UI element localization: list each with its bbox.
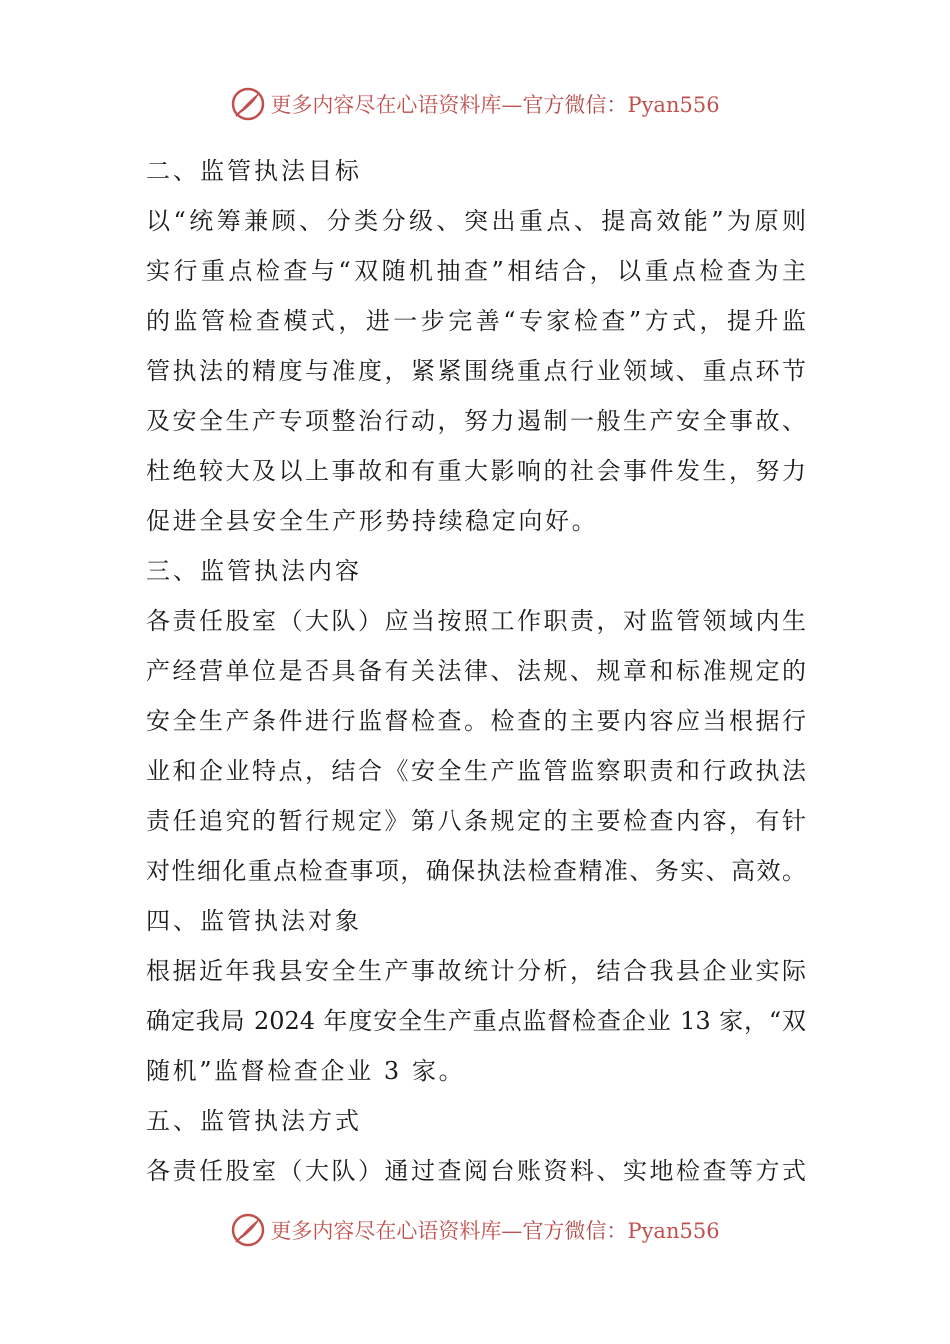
body-line: 安全生产条件进行监督检查。检查的主要内容应当根据行: [146, 707, 806, 735]
body-line: 各责任股室（大队）通过查阅台账资料、实地检查等方式: [146, 1157, 806, 1185]
document-body: [146, 146, 806, 1196]
body-line: 确定我局 2024 年度安全生产重点监督检查企业 13 家，“双: [146, 1007, 806, 1035]
heading-line: 五、监管执法方式: [146, 1107, 362, 1135]
body-line: 管执法的精度与准度，紧紧围绕重点行业领域、重点环节: [146, 357, 806, 385]
banner-text: 更多内容尽在心语资料库—官方微信：Pyan556: [270, 93, 720, 117]
body-line: 业和企业特点，结合《安全生产监管监察职责和行政执法: [146, 757, 806, 785]
header-banner: [0, 84, 950, 124]
body-line: 及安全生产专项整治行动，努力遏制一般生产安全事故、: [146, 407, 806, 435]
body-line: 产经营单位是否具备有关法律、法规、规章和标准规定的: [146, 657, 806, 685]
body-line: 以“统筹兼顾、分类分级、突出重点、提高效能”为原则: [146, 207, 806, 235]
body-line: 责任追究的暂行规定》第八条规定的主要检查内容，有针: [146, 807, 806, 835]
body-line-last: 随机”监督检查企业 3 家。: [146, 1057, 466, 1085]
body-line: 的监管检查模式，进一步完善“专家检查”方式，提升监: [146, 307, 806, 335]
quill-logo-icon: [230, 86, 266, 122]
body-line: 杜绝较大及以上事故和有重大影响的社会事件发生，努力: [146, 457, 806, 485]
body-line: 根据近年我县安全生产事故统计分析，结合我县企业实际: [146, 957, 806, 985]
footer-banner: [0, 1210, 950, 1250]
heading-line: 三、监管执法内容: [146, 557, 362, 585]
banner-text: 更多内容尽在心语资料库—官方微信：Pyan556: [270, 1219, 720, 1243]
body-line: 实行重点检查与“双随机抽查”相结合，以重点检查为主: [146, 257, 806, 285]
heading-line: 四、监管执法对象: [146, 907, 362, 935]
quill-logo-icon: [230, 1212, 266, 1248]
body-line: 各责任股室（大队）应当按照工作职责，对监管领域内生: [146, 607, 806, 635]
body-line-last: 促进全县安全生产形势持续稳定向好。: [146, 507, 599, 535]
heading-line: 二、监管执法目标: [146, 157, 362, 185]
body-line: 对性细化重点检查事项，确保执法检查精准、务实、高效。: [146, 857, 806, 885]
